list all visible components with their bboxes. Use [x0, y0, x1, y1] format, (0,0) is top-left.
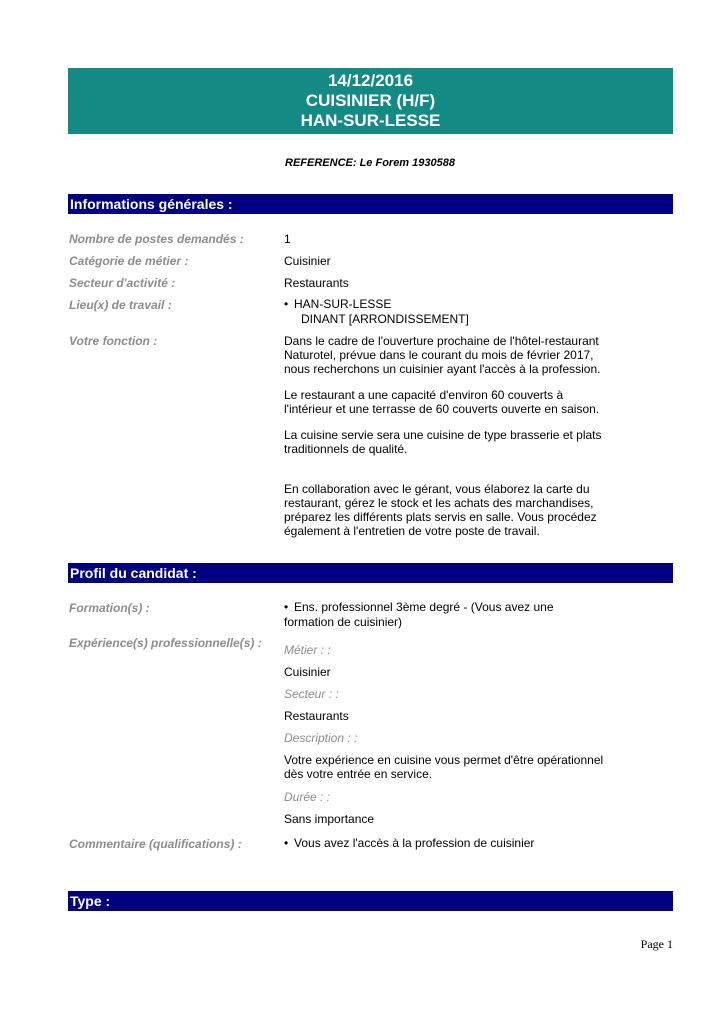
description-value: Votre expérience en cuisine vous permet d'être opérationnel dès votre entrée en service.	[284, 753, 604, 781]
categorie-value: Cuisinier	[284, 254, 331, 268]
formation-list-item	[284, 600, 614, 630]
postes-label: Nombre de postes demandés :	[69, 232, 244, 246]
commentaire-value: Vous avez l'accès à la profession de cuisinier	[294, 836, 535, 850]
section-candidate-profile: Profil du candidat :	[68, 563, 673, 583]
duree-value: Sans importance	[284, 812, 375, 826]
formation-line-1: Ens. professionnel 3ème degré - (Vous avez une	[294, 600, 554, 614]
secteur-value: Restaurants	[284, 276, 349, 290]
description-label: Description : :	[284, 731, 358, 745]
job-date: 14/12/2016	[327, 71, 414, 90]
reference-line: REFERENCE: Le Forem 1930588	[285, 157, 455, 169]
exp-secteur-value: Restaurants	[284, 709, 349, 723]
job-title: CUISINIER (H/F)	[305, 91, 436, 110]
metier-value: Cuisinier	[284, 665, 331, 679]
fonction-text	[284, 334, 614, 538]
bullet-icon: •	[284, 600, 289, 614]
lieu-list-item	[284, 297, 614, 327]
metier-label: Métier : :	[284, 643, 331, 657]
section-type: Type :	[68, 891, 673, 911]
formation-label: Formation(s) :	[69, 601, 150, 615]
lieu-label: Lieu(x) de travail :	[69, 298, 172, 312]
fonction-paragraph-1: Dans le cadre de l'ouverture prochaine de l'hôtel-restaurant Naturotel, prévue dans le courant du mois de février 2017, nous recherchons un cuisinier ayant l'accès à la profession.	[284, 334, 601, 376]
fonction-paragraph-2: Le restaurant a une capacité d'environ 60 couverts à l'intérieur et une terrasse de 60 couverts ouverte en saison.	[284, 388, 600, 416]
section-general-info: Informations générales :	[68, 194, 673, 214]
fonction-paragraph-4: En collaboration avec le gérant, vous élaborez la carte du restaurant, gérez le stock et les achats des marchandises, préparez les différents plats servis en salle. Vous procédez également à l'entretien de votre poste de travail.	[284, 482, 597, 538]
postes-value: 1	[284, 232, 291, 246]
exp-secteur-label: Secteur : :	[284, 687, 339, 701]
fonction-paragraph-3: La cuisine servie sera une cuisine de type brasserie et plats traditionnels de qualité.	[284, 428, 602, 456]
bullet-icon: •	[284, 297, 289, 311]
experience-label: Expérience(s) professionnelle(s) :	[69, 636, 262, 650]
commentaire-label: Commentaire (qualifications) :	[69, 837, 242, 851]
job-header	[68, 68, 673, 134]
commentaire-list-item	[284, 836, 614, 851]
categorie-label: Catégorie de métier :	[69, 254, 189, 268]
fonction-label: Votre fonction :	[69, 334, 158, 348]
bullet-icon: •	[284, 836, 289, 850]
lieu-line-1: HAN-SUR-LESSE	[294, 297, 392, 311]
duree-label: Durée : :	[284, 790, 331, 804]
formation-line-2: formation de cuisinier)	[284, 615, 403, 629]
secteur-label: Secteur d'activité :	[69, 276, 176, 290]
page-number: Page 1	[640, 937, 673, 951]
job-location: HAN-SUR-LESSE	[300, 111, 441, 130]
lieu-line-2: DINANT [ARRONDISSEMENT]	[301, 312, 469, 326]
